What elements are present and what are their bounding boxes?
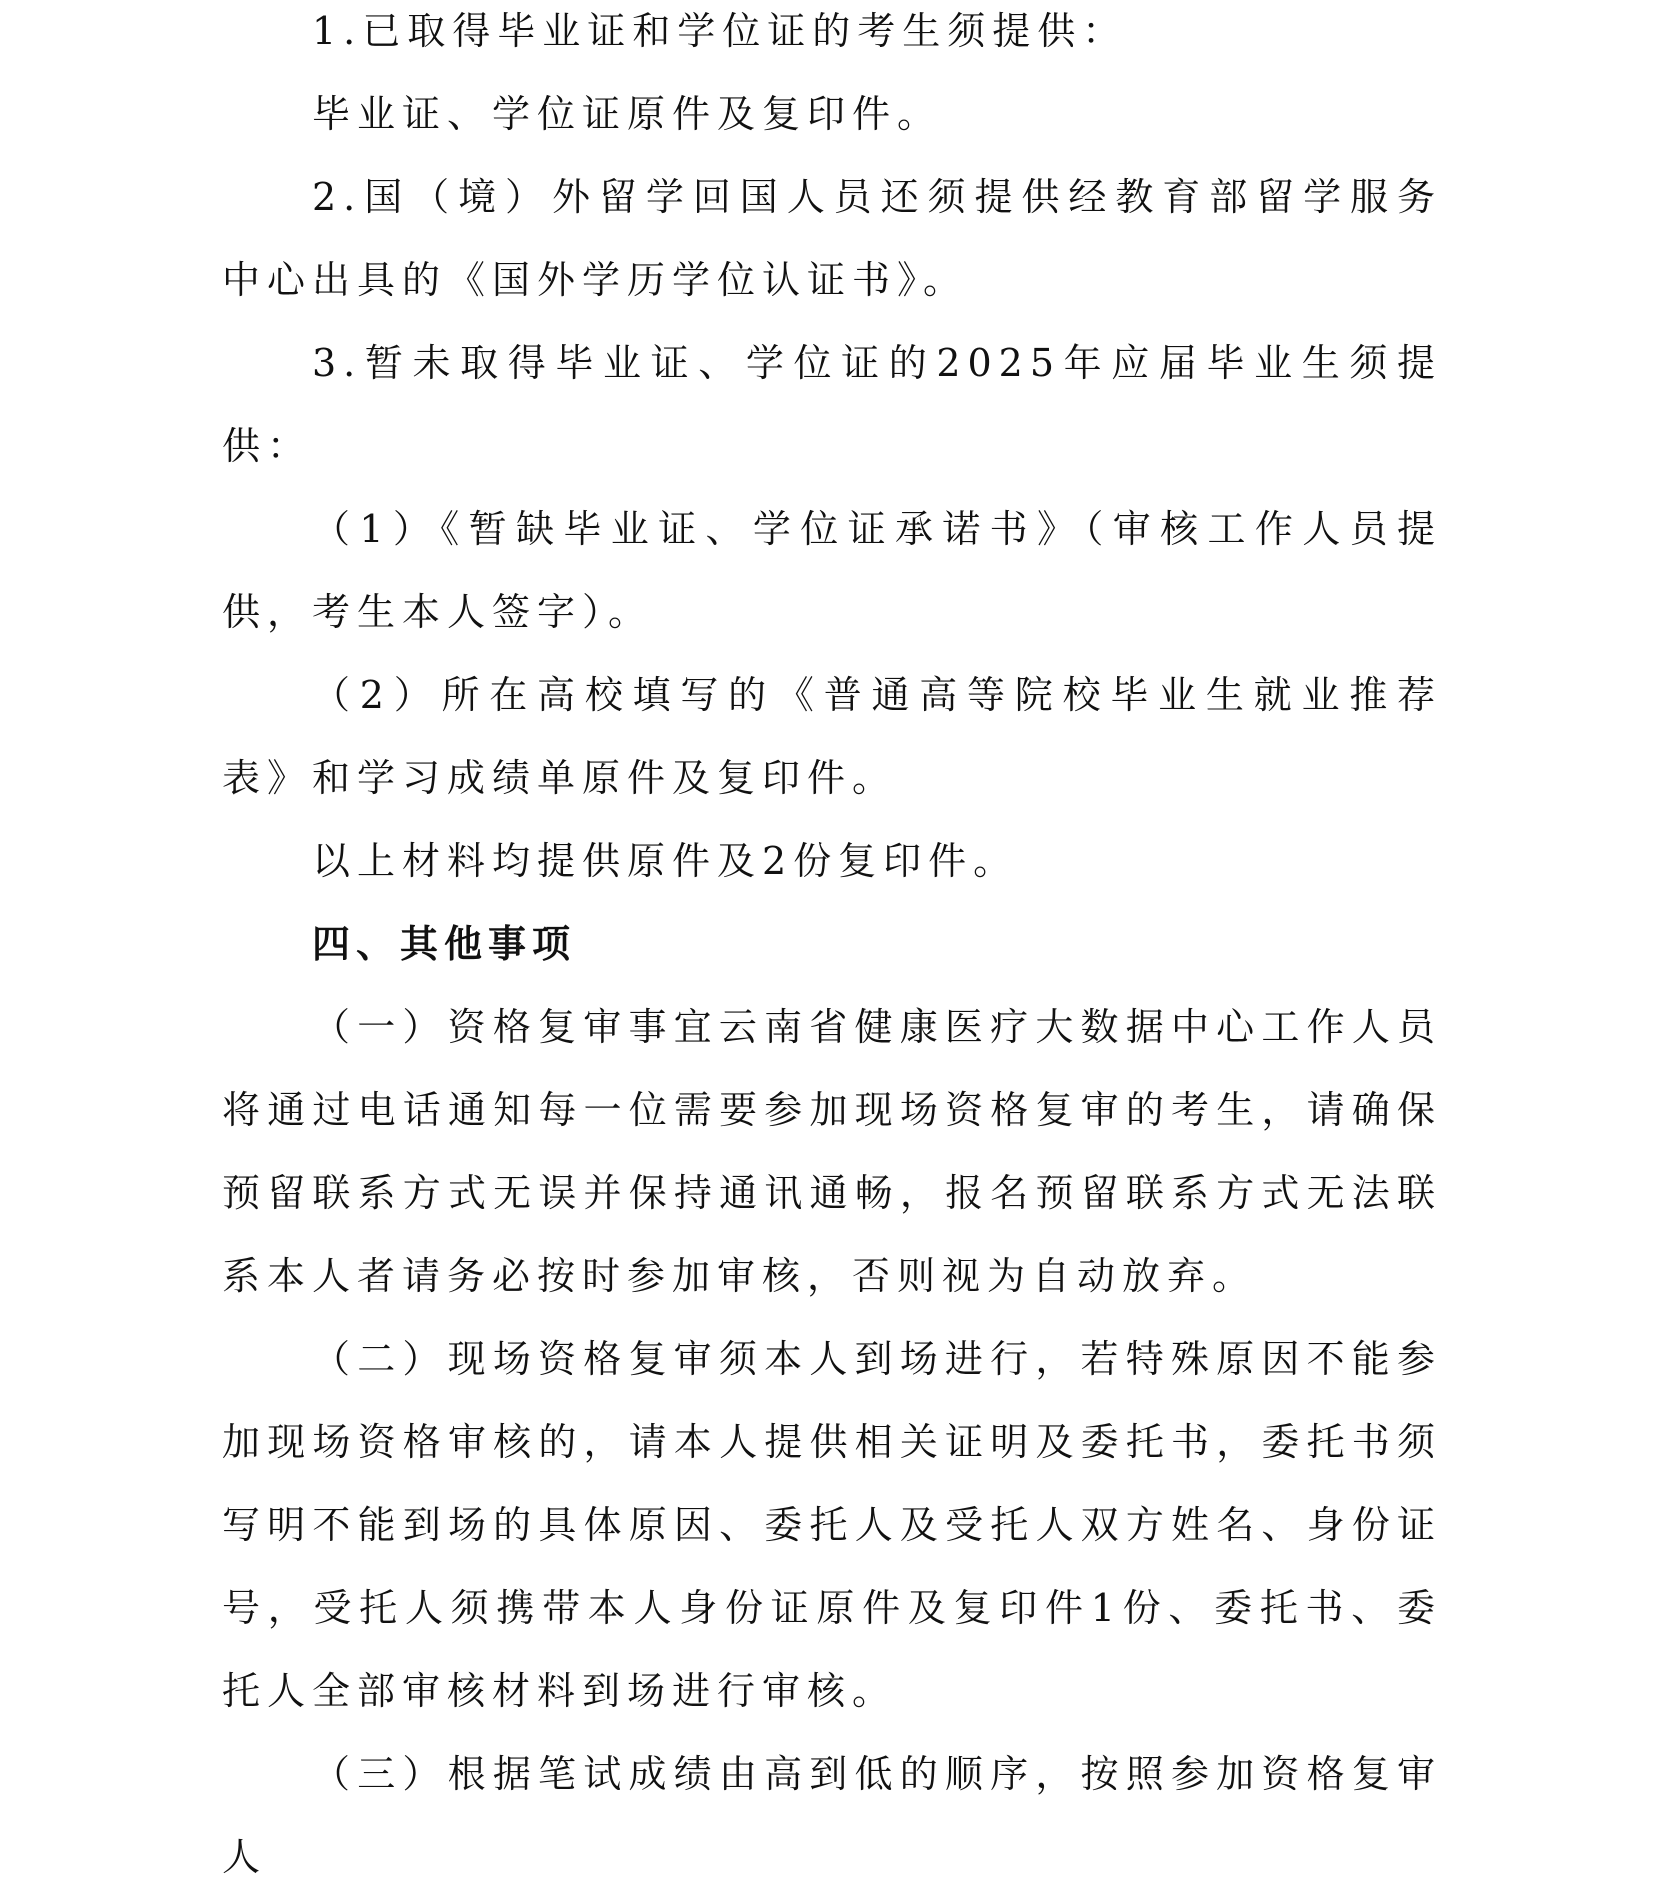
paragraph-requirement-3: 3.暂未取得毕业证、学位证的2025年应届毕业生须提供： <box>222 341 1442 468</box>
document-body <box>222 0 1442 1899</box>
section-heading: 四、其他事项 <box>312 922 577 966</box>
paragraph-requirement-2: 2.国（境）外留学回国人员还须提供经教育部留学服务中心出具的《国外学历学位认证书》。 <box>222 175 1442 302</box>
paragraph-copies-note: 以上材料均提供原件及2份复印件。 <box>312 839 1019 883</box>
paragraph-requirement-3-item-1: （1）《暂缺毕业证、学位证承诺书》（审核工作人员提供，考生本人签字）。 <box>222 507 1442 634</box>
paragraph-requirement-1: 1.已取得毕业证和学位证的考生须提供： <box>312 9 1128 53</box>
paragraph-requirement-1-detail: 毕业证、学位证原件及复印件。 <box>312 92 943 136</box>
paragraph-other-2: （二）现场资格复审须本人到场进行，若特殊原因不能参加现场资格审核的，请本人提供相关证明及委托书，委托书须写明不能到场的具体原因、委托人及受托人双方姓名、身份证号，受托人须携带本人身份证原件及复印件1份、委托书、委托人全部审核材料到场进行审核。 <box>222 1337 1442 1713</box>
paragraph-other-1: （一）资格复审事宜云南省健康医疗大数据中心工作人员将通过电话通知每一位需要参加现场资格复审的考生，请确保预留联系方式无误并保持通讯通畅，报名预留联系方式无法联系本人者请务必按时参加审核，否则视为自动放弃。 <box>222 1005 1442 1298</box>
paragraph-other-3: （三）根据笔试成绩由高到低的顺序，按照参加资格复审人 <box>222 1752 1442 1879</box>
paragraph-requirement-3-item-2: （2）所在高校填写的《普通高等院校毕业生就业推荐表》和学习成绩单原件及复印件。 <box>222 673 1442 800</box>
